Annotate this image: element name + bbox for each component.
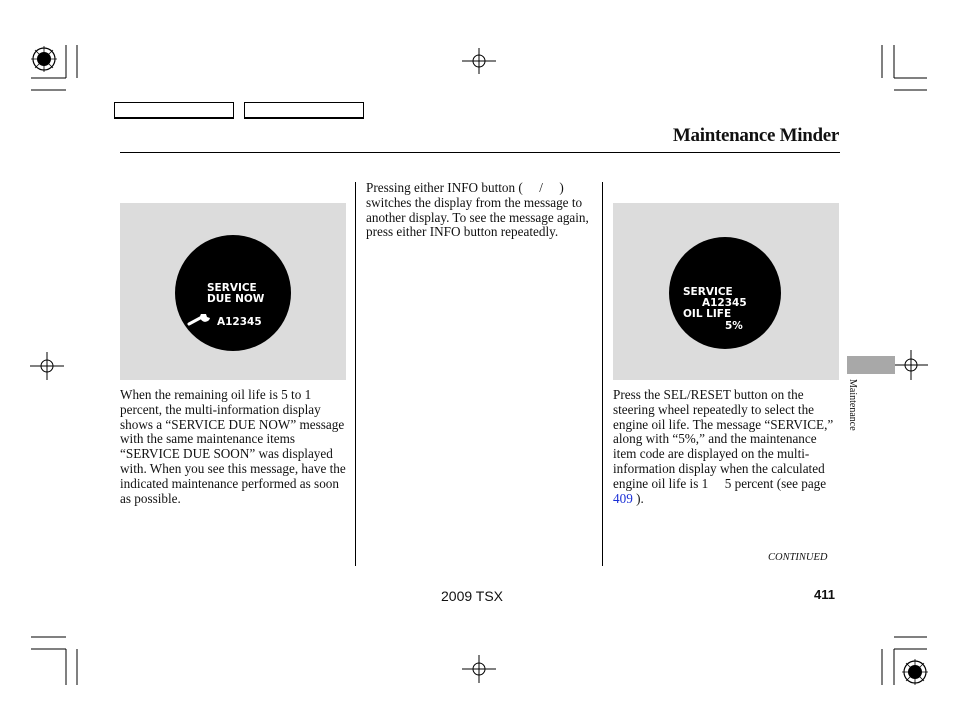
display-illustration-right — [613, 203, 839, 380]
title-rule — [120, 152, 840, 153]
display-line-service: SERVICE — [683, 286, 733, 298]
display-line-due-now: DUE NOW — [207, 293, 265, 305]
footer-model: 2009 TSX — [441, 588, 504, 604]
display-oil-life-value: 5% — [725, 320, 743, 332]
continued-label: CONTINUED — [768, 552, 828, 563]
column-divider-left — [355, 182, 356, 566]
page-reference-link[interactable]: 409 — [613, 490, 633, 506]
middle-column-paragraph: Pressing either INFO button ( / ) switches the display from the message to another display. To see the message again, press either INFO button repeatedly. — [366, 180, 589, 240]
wrench-icon — [187, 311, 215, 327]
page-title: Maintenance Minder — [672, 125, 839, 146]
display-illustration-left — [120, 203, 346, 380]
header-tab-box-right — [244, 102, 364, 119]
crop-marks-top-right — [870, 40, 954, 100]
crop-marks-bottom-left — [0, 630, 100, 690]
section-side-label: Maintenance — [847, 379, 858, 431]
crosshair-left-icon — [30, 352, 64, 380]
registration-target-bottom-icon — [902, 659, 928, 685]
right-text-main: Press the SEL/RESET button on the steering wheel repeatedly to select the engine oil life. The message “SERVICE,” along with “5%,” and the maintenance item code are displayed on the multi-information display when the calculated engine oil life is 1 5 percent (see page — [613, 387, 834, 491]
display-code: A12345 — [702, 297, 747, 309]
display-oil-life-label: OIL LIFE — [683, 308, 732, 320]
header-tab-box-left — [114, 102, 234, 119]
crosshair-top-center-icon — [462, 48, 496, 74]
page-number: 411 — [814, 587, 835, 602]
crosshair-bottom-center-icon — [462, 655, 496, 683]
multi-info-display-left — [175, 235, 291, 351]
registration-target-icon — [31, 46, 57, 72]
multi-info-display-right — [669, 237, 781, 349]
right-column-paragraph — [613, 388, 841, 506]
section-side-tab[interactable] — [847, 356, 895, 374]
display-line-service: SERVICE — [207, 282, 257, 294]
display-code: A12345 — [217, 316, 262, 328]
column-divider-right — [602, 182, 603, 566]
crosshair-right-icon — [894, 350, 928, 380]
left-column-paragraph: When the remaining oil life is 5 to 1 percent, the multi-information display shows a “SERVICE DUE NOW” message with the same maintenance items “SERVICE DUE SOON” was displayed with. When you see this message, have the indicated maintenance performed as soon as possible. — [120, 387, 346, 506]
right-text-end: ). — [632, 490, 644, 506]
